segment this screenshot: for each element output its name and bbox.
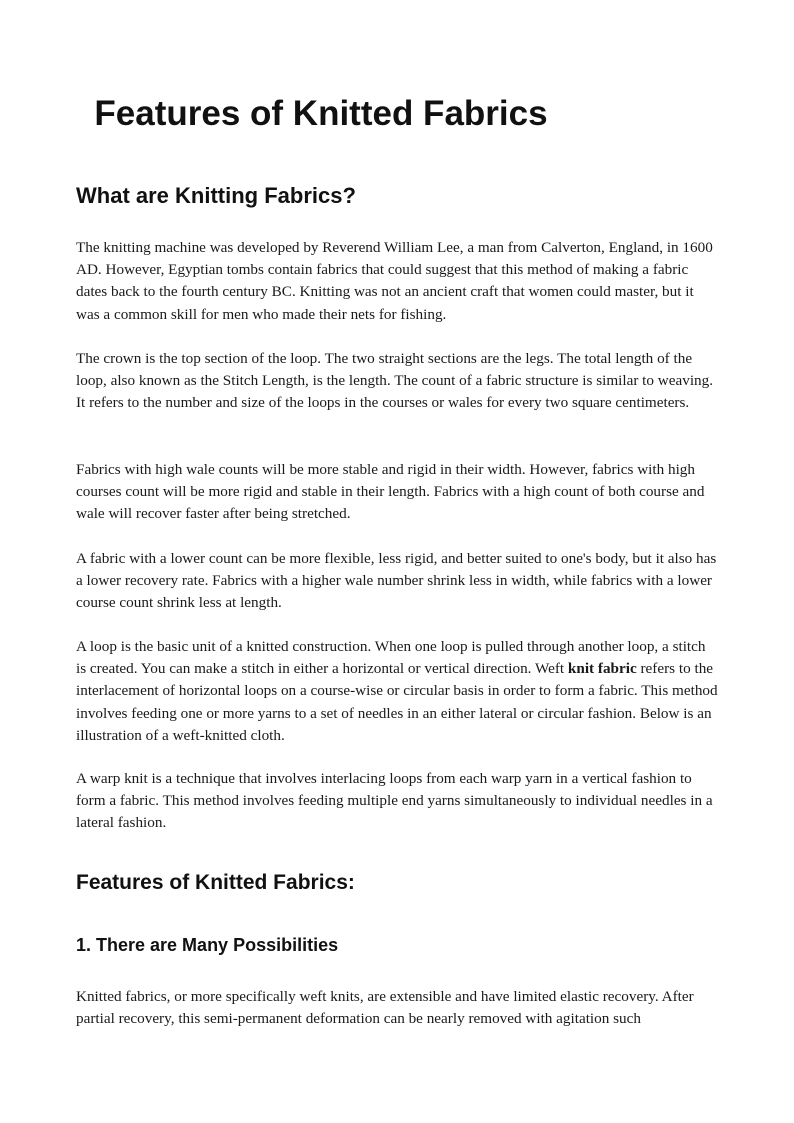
paragraph-history: The knitting machine was developed by Reverend William Lee, a man from Calverton, England, in 1600 AD. However, Egyptian tombs contain fabrics that could suggest that this method of making a fabric dates back to the fourth century BC. Knitting was not an ancient craft that women could master, but it was a common skill for men who made their nets for fishing.: [76, 239, 713, 323]
weft-knit-text-after: refers to the interlacement of horizontal loops on a course-wise or circular basis in order to form a fabric. This method involves feeding one or more yarns to a set of needles in an either lateral or circular fashion. Below is an illustration of a weft-knitted cloth.: [76, 660, 718, 744]
paragraph-wale-counts: Fabrics with high wale counts will be more stable and rigid in their width. However, fabrics with high courses count will be more rigid and stable in their length. Fabrics with a high count of both course and wale will recover faster after being stretched.: [76, 461, 705, 523]
section-heading-features: Features of Knitted Fabrics:: [76, 871, 355, 894]
page-title: Features of Knitted Fabrics: [94, 94, 548, 133]
section-heading-what-are-knitting-fabrics: What are Knitting Fabrics?: [76, 183, 356, 208]
paragraph-warp-knit: A warp knit is a technique that involves interlacing loops from each warp yarn in a vertical fashion to form a fabric. This method involves feeding multiple end yarns simultaneously to individual needles in a lateral fashion.: [76, 770, 713, 832]
weft-knit-text-before: A loop is the basic unit of a knitted construction. When one loop is pulled through another loop, a stitch is created. You can make a stitch in either a horizontal or vertical direction. Weft: [76, 638, 706, 678]
knit-fabric-bold-term: knit fabric: [567, 660, 637, 678]
paragraph-weft-knit: [76, 636, 719, 747]
paragraph-weft-knits-extensible: Knitted fabrics, or more specifically weft knits, are extensible and have limited elastic recovery. After partial recovery, this semi-permanent deformation can be nearly removed with agitation such: [76, 988, 694, 1028]
subsection-heading-possibilities: 1. There are Many Possibilities: [76, 935, 339, 955]
paragraph-loop-structure: The crown is the top section of the loop. The two straight sections are the legs. The total length of the loop, also known as the Stitch Length, is the length. The count of a fabric structure is similar to weaving. It refers to the number and size of the loops in the courses or wales for every two square centimeters.: [76, 350, 714, 412]
paragraph-lower-count: A fabric with a lower count can be more flexible, less rigid, and better suited to one's body, but it also has a lower recovery rate. Fabrics with a higher wale number shrink less in width, while fabrics with a lower course count shrink less at length.: [76, 550, 717, 612]
